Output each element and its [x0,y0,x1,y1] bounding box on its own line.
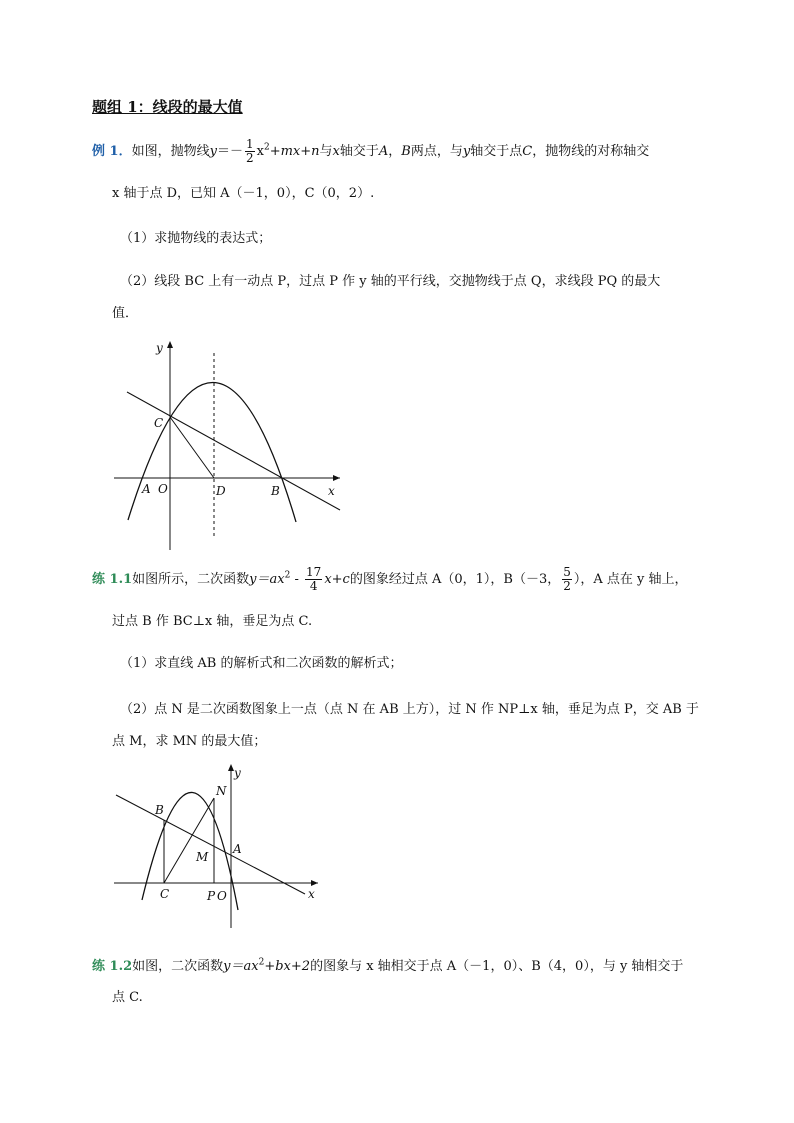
label-a: A [233,842,242,856]
x-axis-arrow [333,475,340,481]
label-a: A [142,482,151,496]
practice11-q1: （1）求直线 AB 的解析式和二次函数的解析式； [120,656,403,671]
practice11-line1: 练 1.1如图所示，二次函数$y=ax^2$ - $\frac{17}{4}$ x+c的图象经过点 A（0，1），B（－3， $\frac{5}{2}$ ），A 点在 y 轴上， [92,565,688,593]
label-o: O [217,889,227,903]
example1-figure [100,335,360,555]
practice11-q2-line2: 点 M，求 MN 的最大值； [112,734,267,749]
label-m: M [196,850,209,864]
practice11-line2: 过点 B 作 BC⊥x 轴，垂足为点 C. [112,614,313,629]
example1-line2: x 轴于点 D，已知 A（－1，0），C（0，2）. [112,186,375,201]
label-x: x [328,484,335,498]
example1-q2-line1: （2）线段 BC 上有一动点 P，过点 P 作 y 轴的平行线，交抛物线于点 Q，求线段 PQ 的最大 [120,274,661,289]
fraction: $\frac{5}{2}$ [563,565,571,593]
example1-label: 例 1． [92,144,132,159]
label-o: O [158,482,168,496]
label-c: C [154,416,164,430]
label-c: C [160,887,170,901]
label-y: y [234,766,241,780]
label-b: B [271,484,280,498]
practice11-figure [100,760,330,935]
practice12-line2: 点 C. [112,990,143,1005]
label-x: x [308,887,315,901]
practice12-line1: 练 1.2如图，二次函数$y=ax^2+bx+2$的图象与 x 轴相交于点 A（－1，0）、B（4，0），与 y 轴相交于 [92,957,684,974]
fraction: $\frac{1}{2}$ [245,137,254,165]
practice11-q2-line1: （2）点 N 是二次函数图象上一点（点 N 在 AB 上方），过 N 作 NP⊥x 轴，垂足为点 P，交 AB 于 [120,702,699,717]
fraction: $\frac{17}{4}$ [306,565,322,593]
practice11-label: 练 1.1 [92,572,133,587]
label-p: P [207,889,216,903]
example1-q1: （1）求抛物线的表达式； [120,231,272,246]
practice12-label: 练 1.2 [92,959,133,974]
y-axis-arrow [167,341,173,348]
example1-line1: 例 1．如图，抛物线y＝－ $\frac{1}{2}$ $x^2+mx+n$与x轴交于A，B两点，与y轴交于点C，抛物线的对称轴交 [92,137,650,165]
label-n: N [216,784,227,798]
section-title: 题组 1：线段的最大值 [92,98,243,116]
segment-cd [170,417,214,478]
example1-q2-line2: 值． [112,306,139,321]
parabola [128,382,296,522]
label-b: B [155,803,164,817]
label-y: y [156,341,163,355]
x-axis-arrow [311,880,318,886]
label-d: D [216,484,226,498]
